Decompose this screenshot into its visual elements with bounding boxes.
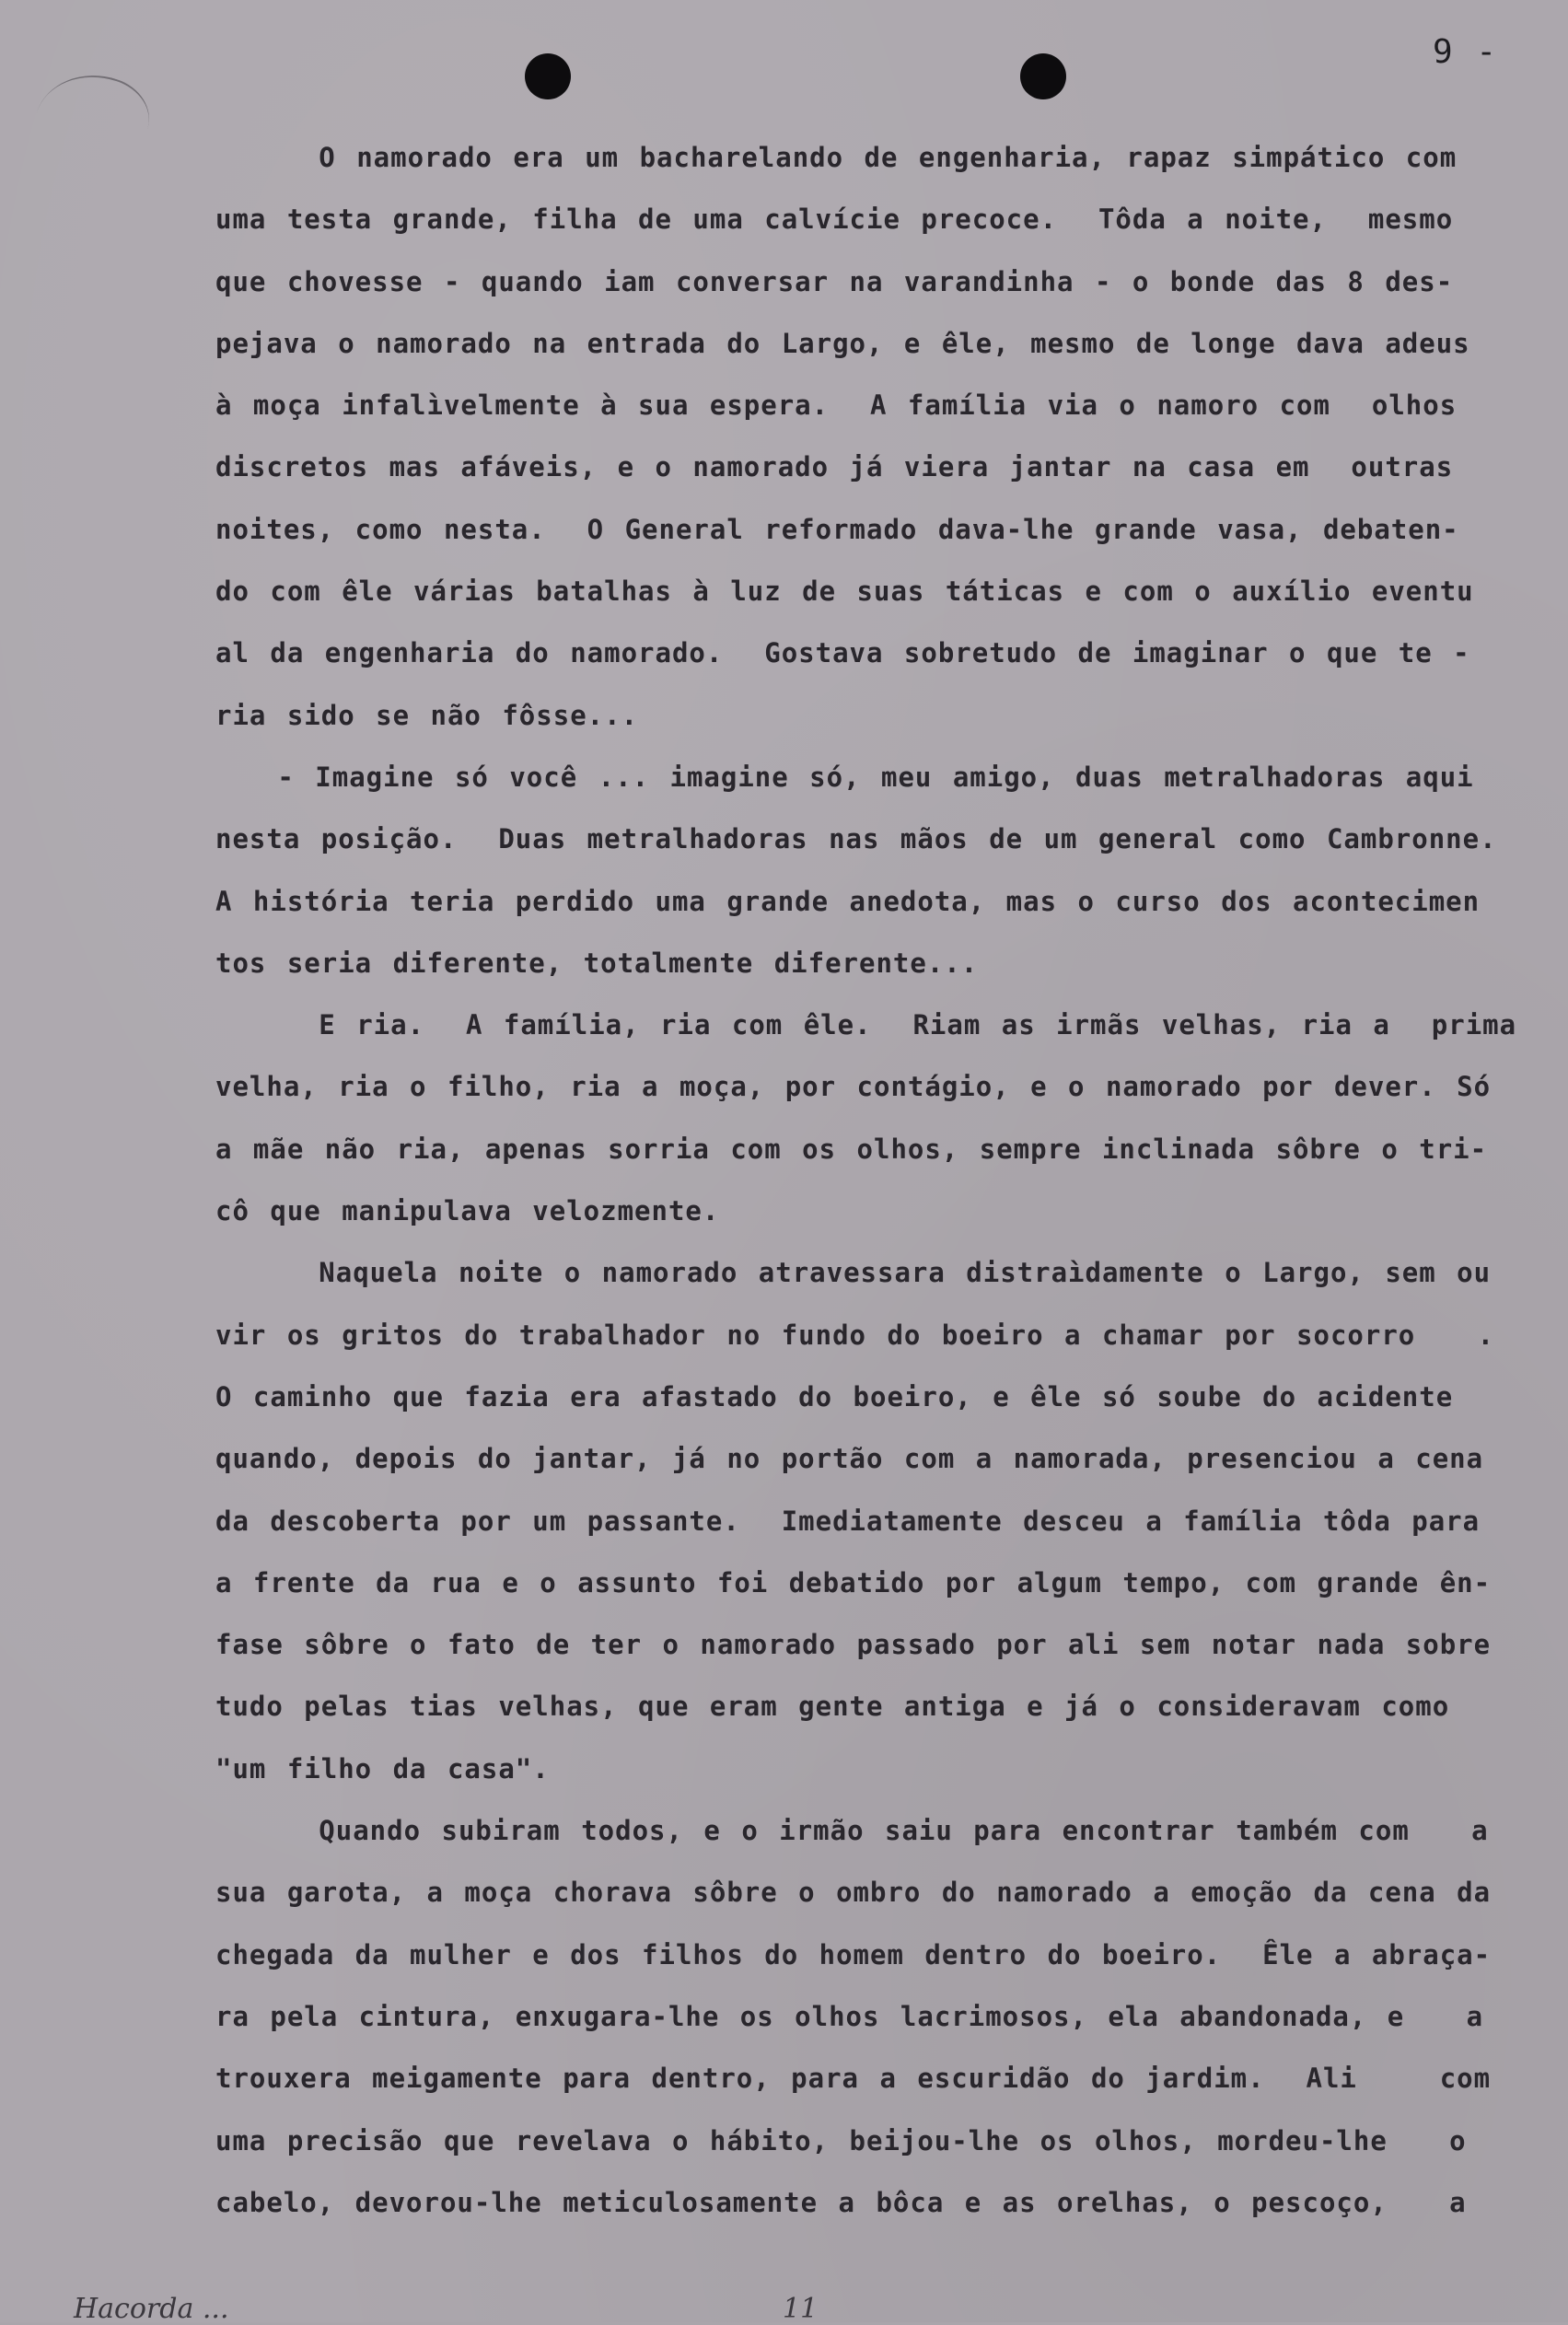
text-line: A história teria perdido uma grande anedota, mas o curso dos acontecimen <box>215 885 1481 917</box>
text-line: tos seria diferente, totalmente diferente... <box>215 947 979 979</box>
text-line: da descoberta por um passante. Imediatamente desceu a família tôda para <box>215 1505 1481 1537</box>
text-line: cô que manipulava velozmente. <box>215 1195 720 1227</box>
punch-hole-left <box>525 53 571 99</box>
text-line: sua garota, a moça chorava sôbre o ombro do namorado a emoção da cena da <box>215 1877 1492 1909</box>
text-line: tudo pelas tias velhas, que eram gente antiga e já o consideravam como <box>215 1691 1450 1723</box>
text-line: vir os gritos do trabalhador no fundo do boeiro a chamar por socorro . <box>215 1319 1495 1351</box>
text-line: chegada da mulher e dos filhos do homem dentro do boeiro. Êle a abraça- <box>215 1938 1492 1970</box>
text-line: E ria. A família, ria com êle. Riam as irmãs velhas, ria a prima <box>215 1009 1517 1041</box>
text-line: do com êle várias batalhas à luz de suas táticas e com o auxílio eventu <box>215 575 1474 608</box>
text-line: ra pela cintura, enxugara-lhe os olhos lacrimosos, ela abandonada, e a <box>215 2000 1484 2032</box>
punch-hole-right <box>1020 53 1066 99</box>
text-line: al da engenharia do namorado. Gostava sobretudo de imaginar o que te - <box>215 637 1470 669</box>
text-line: fase sôbre o fato de ter o namorado passado por ali sem notar nada sobre <box>215 1629 1492 1661</box>
text-line: Quando subiram todos, e o irmão saiu para encontrar também com a <box>215 1815 1489 1847</box>
footer-handwritten-number: 11 <box>783 2293 819 2325</box>
text-line: ria sido se não fôsse... <box>215 699 639 731</box>
text-line: noites, como nesta. O General reformado dava-lhe grande vasa, debaten- <box>215 513 1459 545</box>
text-line: trouxera meigamente para dentro, para a escuridão do jardim. Ali com <box>215 2063 1492 2095</box>
text-line: nesta posição. Duas metralhadoras nas mãos de um general como Cambronne. <box>215 823 1497 855</box>
text-line: quando, depois do jantar, já no portão com a namorada, presenciou a cena <box>215 1443 1484 1475</box>
text-line: cabelo, devorou-lhe meticulosamente a bôca e as orelhas, o pescoço, a <box>215 2186 1467 2218</box>
page-number: 9 - <box>1433 33 1499 71</box>
text-line: O namorado era um bacharelando de engenharia, rapaz simpático com <box>215 142 1458 173</box>
typewritten-text-body <box>215 127 1551 2234</box>
text-line: a frente da rua e o assunto foi debatido por algum tempo, com grande ên- <box>215 1566 1492 1598</box>
text-line: velha, ria o filho, ria a moça, por contágio, e o namorado por dever. Só <box>215 1071 1492 1103</box>
footer-handwritten-note: Hacorda ... <box>74 2293 229 2325</box>
text-line: à moça infalìvelmente à sua espera. A família via o namoro com olhos <box>215 389 1458 422</box>
corner-scratch-mark <box>25 59 159 182</box>
text-line: Naquela noite o namorado atravessara distraìdamente o Largo, sem ou <box>215 1257 1492 1289</box>
text-line: discretos mas afáveis, e o namorado já viera jantar na casa em outras <box>215 451 1454 483</box>
text-line: pejava o namorado na entrada do Largo, e êle, mesmo de longe dava adeus <box>215 327 1470 359</box>
text-line: - Imagine só você ... imagine só, meu amigo, duas metralhadoras aqui <box>215 761 1474 793</box>
text-line: que chovesse - quando iam conversar na varandinha - o bonde das 8 des- <box>215 265 1454 297</box>
text-line: O caminho que fazia era afastado do boeiro, e êle só soube do acidente <box>215 1380 1454 1412</box>
text-line: uma precisão que revelava o hábito, beijou-lhe os olhos, mordeu-lhe o <box>215 2124 1467 2156</box>
footer-handwritten-marks <box>74 2293 994 2325</box>
text-line: uma testa grande, filha de uma calvície precoce. Tôda a noite, mesmo <box>215 203 1454 236</box>
text-line: "um filho da casa". <box>215 1752 550 1784</box>
text-line: a mãe não ria, apenas sorria com os olhos, sempre inclinada sôbre o tri- <box>215 1133 1488 1165</box>
